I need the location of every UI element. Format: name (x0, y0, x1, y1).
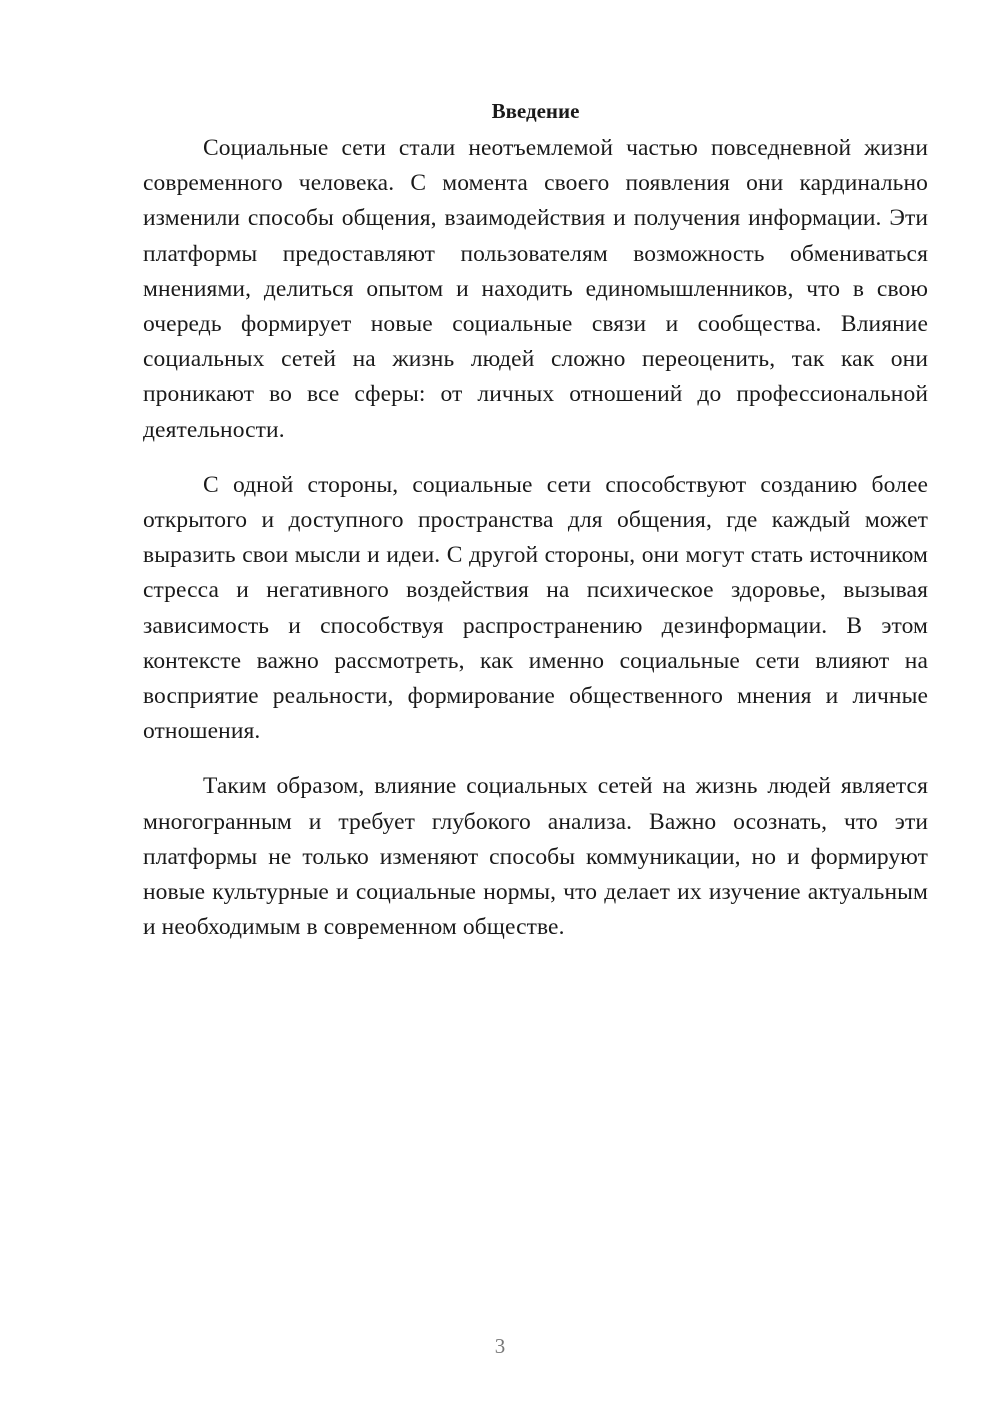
paragraph-3: Таким образом, влияние социальных сетей на жизнь людей является многогранным и требует глубокого анализа. Важно осознать, что эти платформы не только изменяют способы коммуникации, но и формируют новые культурные и социальные нормы, что делает их изучение актуальным и необходимым в современном обществе. (143, 773, 928, 941)
paragraph-1: Социальные сети стали неотъемлемой частью повседневной жизни современного человека. С момента своего появления они кардинально изменили способы общения, взаимодействия и получения информации. Эти платформы предоставляют пользователям возможность обмениваться мнениями, делиться опытом и находить единомышленников, что в свою очередь формирует новые социальные связи и сообщества. Влияние социальных сетей на жизнь людей сложно переоценить, так как они проникают во все сферы: от личных отношений до профессиональной деятельности. (143, 135, 928, 443)
page-content (143, 96, 928, 965)
paragraph-2: С одной стороны, социальные сети способствуют созданию более открытого и доступного пространства для общения, где каждый может выразить свои мысли и идеи. С другой стороны, они могут стать источником стресса и негативного воздействия на психическое здоровье, вызывая зависимость и способствуя распространению дезинформации. В этом контексте важно рассмотреть, как именно социальные сети влияют на восприятие реальности, формирование общественного мнения и личные отношения. (143, 471, 928, 745)
section-heading: Введение (491, 99, 580, 123)
page-number: 3 (494, 1334, 506, 1358)
